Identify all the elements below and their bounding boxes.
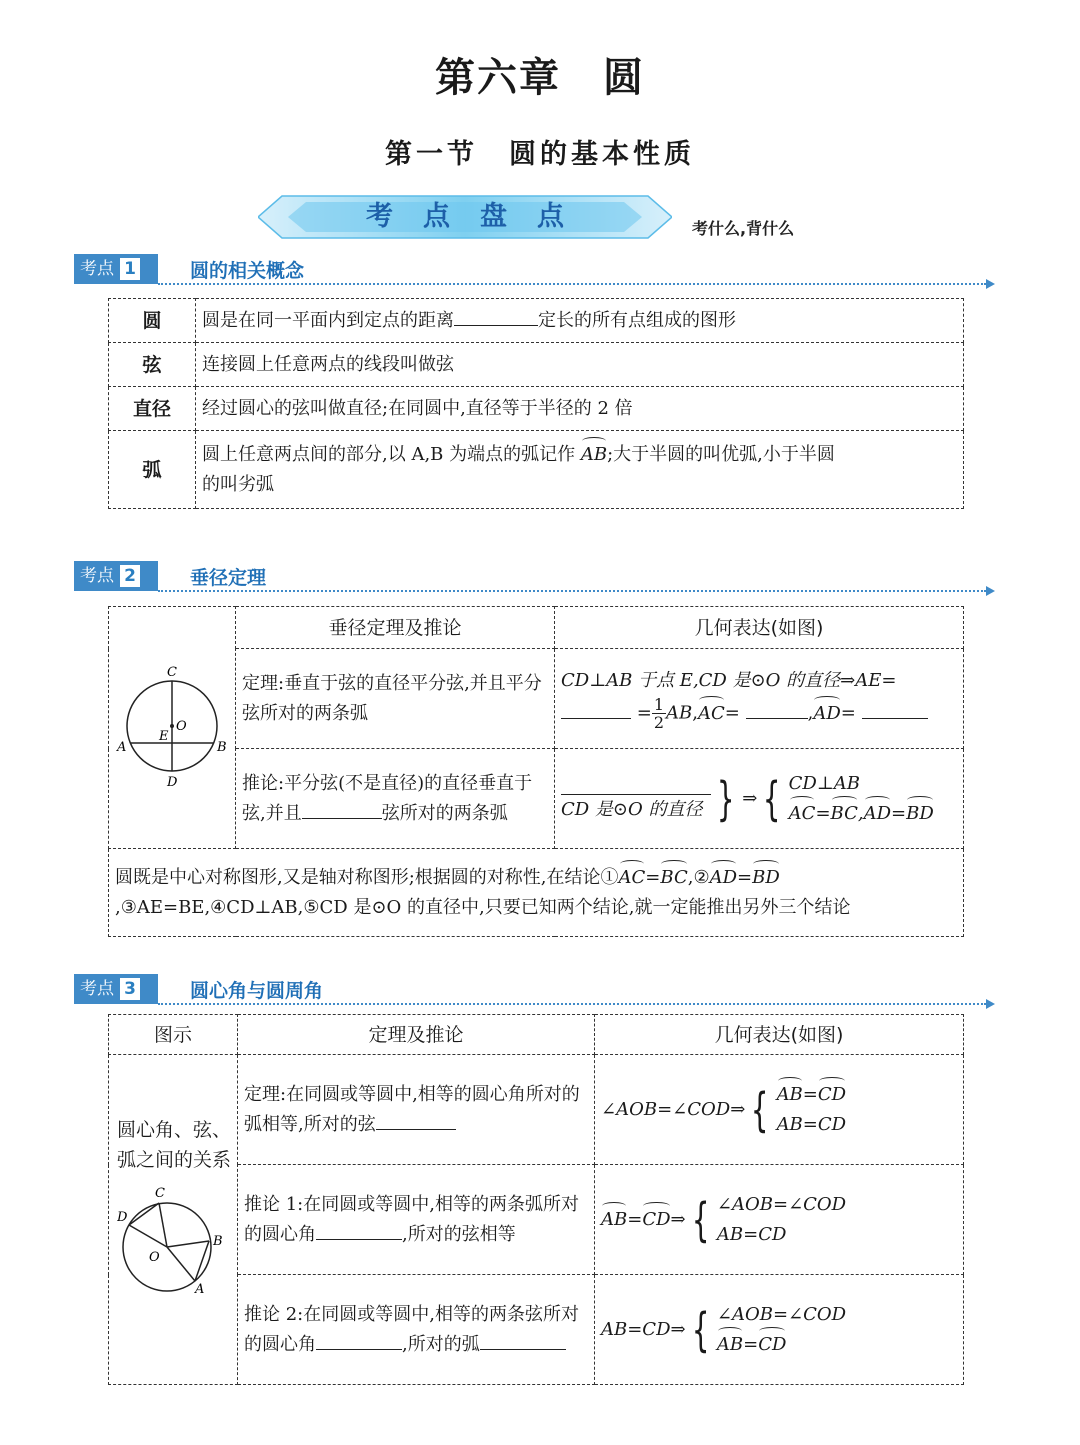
fill-blank <box>561 772 711 795</box>
fraction-numerator: 1 <box>653 695 665 714</box>
condition-stack <box>561 772 711 825</box>
result-stack <box>777 1080 847 1140</box>
topic-tag-label: 考点 <box>80 979 114 999</box>
left-brace-icon: { <box>763 771 781 826</box>
column-header: 垂径定理及推论 <box>236 607 555 649</box>
result-stack <box>717 1300 846 1360</box>
expression-cell <box>555 649 964 749</box>
expression-text: AB <box>666 702 693 724</box>
expression-cell <box>595 1165 964 1275</box>
column-header: 定理及推论 <box>238 1015 595 1055</box>
circle-figure <box>117 1185 229 1295</box>
corollary-text: 推论 2:在同圆或等圆中,相等的两条弦所对的圆心角 <box>244 1303 579 1355</box>
fill-blank <box>746 700 808 719</box>
note-text: ,② <box>687 866 710 888</box>
column-header: 几何表达(如图) <box>595 1015 964 1055</box>
definition-cell <box>196 431 964 509</box>
corollary-text: 推论 1:在同圆或等圆中,相等的两条弧所对的圆心角 <box>244 1193 579 1245</box>
corollary-cell <box>238 1275 595 1385</box>
arc-notation: AC <box>619 863 646 893</box>
fill-blank <box>302 800 382 819</box>
symmetry-note <box>109 849 964 937</box>
result-text <box>717 1330 846 1360</box>
divider <box>158 590 986 592</box>
definition-text: 定长的所有点组成的图形 <box>538 309 736 331</box>
fraction <box>652 696 666 731</box>
expression-text <box>601 1205 686 1235</box>
arrow-right-icon <box>986 279 995 289</box>
banner-label: 考点盘点 <box>366 201 594 232</box>
definition-text: 的叫劣弧 <box>202 473 274 495</box>
note-text: = <box>645 866 661 888</box>
expression-text: AB=CD⇒ <box>601 1318 686 1340</box>
perpendicular-diameter-table <box>108 606 964 937</box>
expression-cell <box>595 1055 964 1165</box>
fill-blank <box>316 1221 402 1240</box>
figure-cell <box>109 607 236 849</box>
topic-title-2: 垂径定理 <box>190 567 267 589</box>
circle-figure <box>109 648 235 798</box>
label-d: D <box>167 774 178 790</box>
note-text: = <box>737 866 753 888</box>
column-header: 几何表达(如图) <box>555 607 964 649</box>
topic-number: 2 <box>120 565 140 587</box>
label-c: C <box>155 1186 165 1201</box>
arc-notation: BD <box>752 863 780 893</box>
result-text: ∠AOB=∠COD <box>716 1193 847 1215</box>
note-text: 圆既是中心对称图形,又是轴对称图形;根据圆的对称性,在结论① <box>115 866 619 888</box>
concept-table <box>108 298 964 509</box>
fraction-denominator: 2 <box>653 713 665 732</box>
definition-cell: 经过圆心的弦叫做直径;在同圆中,直径等于半径的 2 倍 <box>196 387 964 431</box>
term-cell: 圆 <box>109 299 196 343</box>
topic-tag-1 <box>74 254 158 284</box>
implication-block <box>601 1300 846 1360</box>
corollary-text: ,所对的弧 <box>402 1333 480 1355</box>
divider <box>158 1003 986 1005</box>
implication-block <box>601 1080 846 1140</box>
expression-text: = <box>743 1333 759 1355</box>
expression-text: = <box>815 802 831 824</box>
expression-text: , <box>857 802 864 824</box>
arc-notation: CD <box>818 1080 846 1110</box>
column-header: 图示 <box>109 1015 238 1055</box>
arc-notation: BC <box>660 863 687 893</box>
implication-block <box>561 769 934 829</box>
result-text: AB=CD <box>716 1223 787 1245</box>
result-text: CD⊥AB <box>788 772 861 794</box>
label-c: C <box>167 664 177 680</box>
term-cell: 弧 <box>109 431 196 509</box>
chapter-title: 第六章 圆 <box>435 55 645 101</box>
topic-title-1: 圆的相关概念 <box>190 260 305 282</box>
label-e: E <box>159 728 169 744</box>
fill-blank <box>480 1331 566 1350</box>
label-o: O <box>176 718 187 734</box>
corollary-text: ,所对的弦相等 <box>402 1223 516 1245</box>
expression-text: CD⊥AB 于点 E,CD 是⊙O 的直径⇒AE= <box>561 670 897 691</box>
relation-label: 圆心角、弦、弧之间的关系 <box>117 1119 232 1171</box>
arc-notation: AD <box>864 799 891 829</box>
central-angle-table <box>108 1014 964 1385</box>
label-b: B <box>217 739 227 755</box>
expression-cell <box>555 749 964 849</box>
label-a: A <box>117 739 127 755</box>
arc-notation: CD <box>758 1330 786 1360</box>
definition-text: 圆上任意两点间的部分,以 A,B 为端点的弧记作 <box>202 443 581 465</box>
definition-cell: 连接圆上任意两点的线段叫做弦 <box>196 343 964 387</box>
expression-text: = <box>636 702 652 724</box>
result-text: ∠AOB=∠COD <box>716 1303 847 1325</box>
arc-notation: AB <box>777 1080 803 1110</box>
implication-block <box>601 1190 846 1250</box>
label-a: A <box>195 1282 205 1295</box>
divider <box>158 283 986 285</box>
result-text <box>777 1080 847 1110</box>
arc-notation: BD <box>906 799 934 829</box>
corollary-cell <box>236 749 555 849</box>
arc-notation: AC <box>698 699 725 729</box>
condition-text: CD 是⊙O 的直径 <box>561 799 703 820</box>
arc-notation: AD <box>813 699 840 729</box>
topic-title-3: 圆心角与圆周角 <box>190 980 324 1002</box>
theorem-cell <box>238 1055 595 1165</box>
left-brace-icon: { <box>691 1192 710 1247</box>
arc-notation: BC <box>831 799 858 829</box>
arc-notation: AB <box>581 440 607 470</box>
definition-text: ;大于半圆的叫优弧,小于半圆 <box>607 443 835 465</box>
note-text: ,③AE=BE,④CD⊥AB,⑤CD 是⊙O 的直径中,只要已知两个结论,就一定能推出另外三个结论 <box>115 896 851 918</box>
arrow-right-icon <box>986 999 995 1009</box>
label-d: D <box>117 1210 128 1225</box>
implies-symbol: ⇒ <box>742 787 758 809</box>
corollary-cell <box>238 1165 595 1275</box>
expression-text: = <box>724 702 740 724</box>
result-text <box>789 799 934 829</box>
expression-text: = <box>840 702 856 724</box>
expression-text: = <box>891 802 907 824</box>
definition-text: 圆是在同一平面内到定点的距离 <box>202 309 454 331</box>
topic-number: 3 <box>120 978 140 1000</box>
theorem-cell: 定理:垂直于弦的直径平分弦,并且平分弦所对的两条弧 <box>236 649 555 749</box>
arc-notation: AD <box>710 863 737 893</box>
left-brace-icon: { <box>691 1302 710 1357</box>
fill-blank <box>862 700 928 719</box>
expression-text: , <box>807 702 814 724</box>
fill-blank <box>561 700 631 719</box>
term-cell: 直径 <box>109 387 196 431</box>
right-brace-icon: } <box>716 771 735 826</box>
arc-notation: AB <box>601 1205 627 1235</box>
theorem-text: 定理:在同圆或等圆中,相等的圆心角所对的弧相等,所对的弦 <box>244 1083 580 1135</box>
corollary-text: 弦所对的两条弧 <box>381 802 508 824</box>
result-text: AB=CD <box>776 1113 847 1135</box>
expression-text: ∠AOB=∠COD⇒ <box>601 1098 746 1120</box>
topic-number: 1 <box>120 258 140 280</box>
expression-cell <box>595 1275 964 1385</box>
result-stack <box>717 1190 846 1250</box>
topic-tag-label: 考点 <box>80 566 114 586</box>
label-o: O <box>149 1250 160 1265</box>
label-b: B <box>213 1234 223 1249</box>
section-title: 第一节 圆的基本性质 <box>385 139 695 170</box>
definition-cell <box>196 299 964 343</box>
arc-notation: CD <box>642 1205 670 1235</box>
expression-text: , <box>692 702 698 724</box>
topic-tag-3 <box>74 974 158 1004</box>
corollary-text: 推论:平分弦(不是直径)的直径垂直于弦,并且 <box>242 772 533 824</box>
left-brace-icon: { <box>751 1082 769 1137</box>
fill-blank <box>454 307 538 326</box>
arrow-right-icon <box>986 586 995 596</box>
result-stack <box>789 769 934 829</box>
topic-tag-2 <box>74 561 158 591</box>
fill-blank <box>376 1111 456 1130</box>
topic-tag-label: 考点 <box>80 259 114 279</box>
expression-text: = <box>802 1083 818 1105</box>
implies-symbol: ⇒ <box>670 1208 686 1230</box>
figure-cell <box>109 1055 238 1385</box>
arc-notation: AB <box>717 1330 743 1360</box>
banner-note: 考什么,背什么 <box>692 219 795 238</box>
term-cell: 弦 <box>109 343 196 387</box>
arc-notation: AC <box>789 799 816 829</box>
fill-blank <box>316 1331 402 1350</box>
expression-text: = <box>627 1208 643 1230</box>
